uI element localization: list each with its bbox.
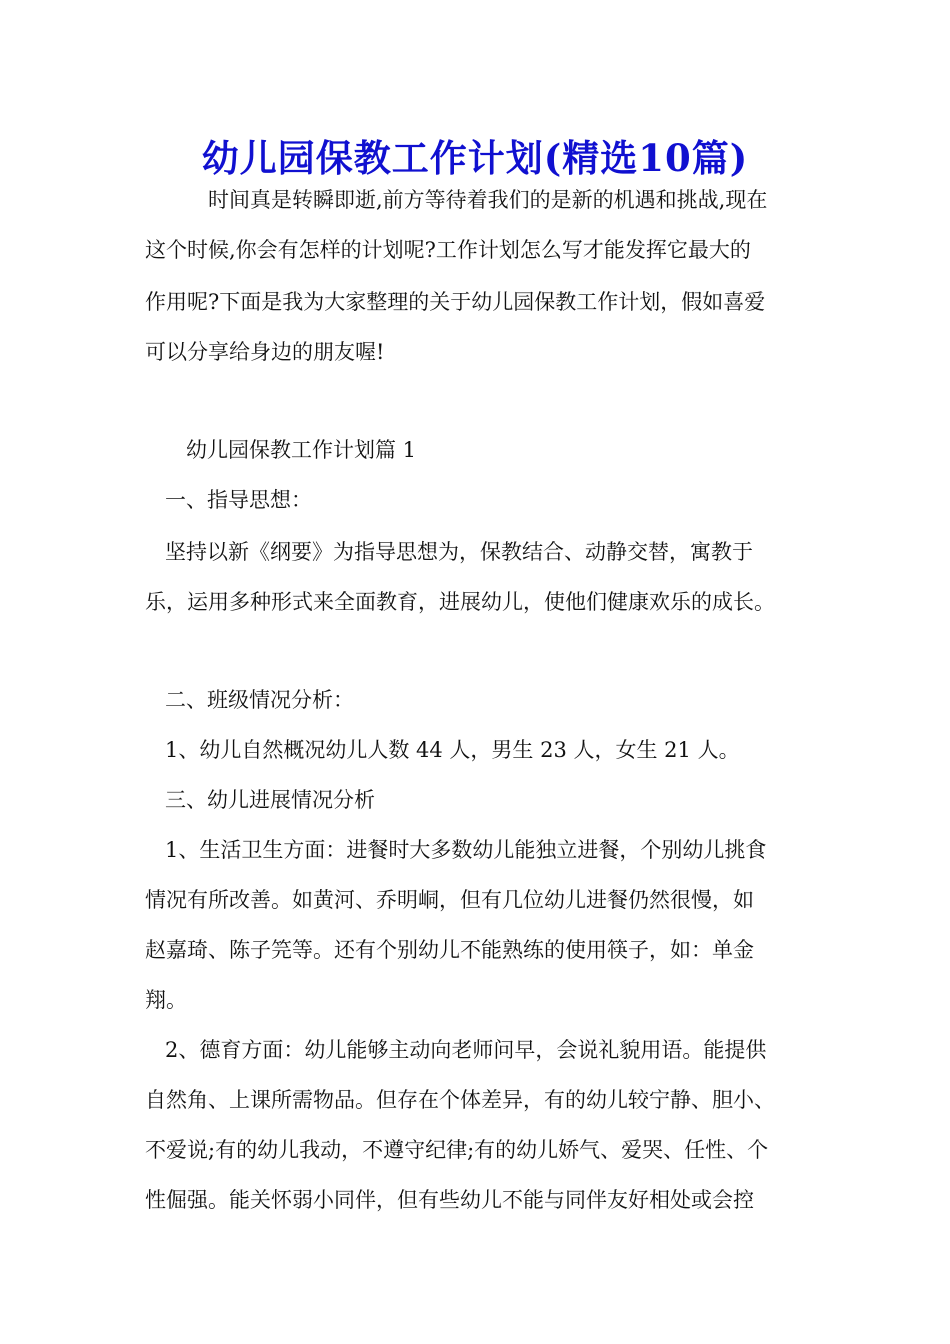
paragraph-line: 情况有所改善。如黄河、乔明峒，但有几位幼儿进餐仍然很慢，如: [145, 888, 754, 912]
document-title: 幼儿园保教工作计划(精选10篇): [201, 136, 749, 180]
intro-line-1: 时间真是转瞬即逝,前方等待着我们的是新的机遇和挑战,现在: [208, 188, 768, 212]
intro-line-4: 可以分享给身边的朋友喔!: [145, 340, 385, 364]
paragraph-line: 自然角、上课所需物品。但存在个体差异，有的幼儿较宁静、胆小、: [145, 1088, 775, 1112]
heading-class-analysis: 二、班级情况分析：: [165, 688, 354, 712]
paragraph-line: 翔。: [145, 988, 187, 1012]
paragraph-line: 2、德育方面：幼儿能够主动向老师问早，会说礼貌用语。能提供: [165, 1038, 767, 1062]
paragraph-line: 性倔强。能关怀弱小同伴，但有些幼儿不能与同伴友好相处或会控: [145, 1188, 754, 1212]
section-heading: 幼儿园保教工作计划篇 1: [186, 438, 417, 462]
heading-development-analysis: 三、幼儿进展情况分析: [165, 788, 375, 812]
paragraph-line: 1、幼儿自然概况幼儿人数 44 人，男生 23 人，女生 21 人。: [165, 738, 740, 762]
intro-line-3: 作用呢?下面是我为大家整理的关于幼儿园保教工作计划，假如喜爱: [145, 290, 766, 314]
intro-line-2: 这个时候,你会有怎样的计划呢?工作计划怎么写才能发挥它最大的: [145, 238, 751, 262]
paragraph-line: 坚持以新《纲要》为指导思想为，保教结合、动静交替，寓教于: [165, 540, 753, 564]
paragraph-line: 乐，运用多种形式来全面教育，进展幼儿，使他们健康欢乐的成长。: [145, 590, 775, 614]
paragraph-line: 赵嘉琦、陈子笎等。还有个别幼儿不能熟练的使用筷子，如：单金: [145, 938, 754, 962]
heading-guiding-idea: 一、指导思想：: [165, 488, 312, 512]
paragraph-line: 1、生活卫生方面：进餐时大多数幼儿能独立进餐，个别幼儿挑食: [165, 838, 767, 862]
paragraph-line: 不爱说;有的幼儿我动，不遵守纪律;有的幼儿娇气、爱哭、任性、个: [145, 1138, 769, 1162]
